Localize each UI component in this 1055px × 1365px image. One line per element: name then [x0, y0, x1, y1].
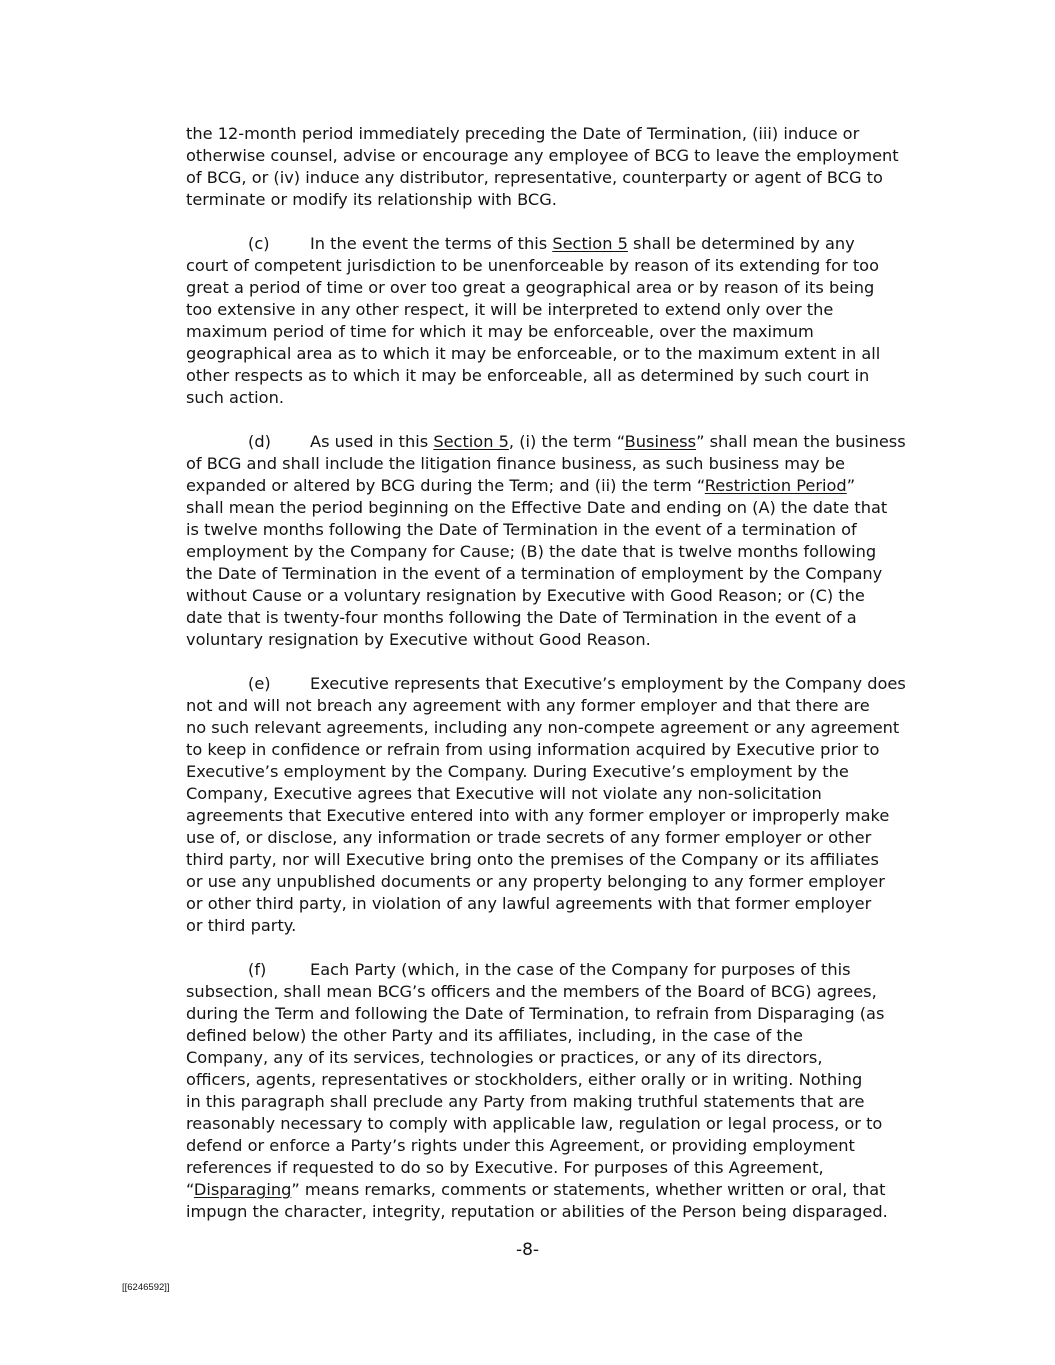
text-run: without Cause or a voluntary resignation by Executive with Good Reason; or (C) the	[186, 586, 865, 605]
text-run: other respects as to which it may be enforceable, all as determined by such court in	[186, 366, 870, 385]
clause-label: (c)	[248, 234, 270, 253]
text-run: terminate or modify its relationship with BCG.	[186, 190, 557, 209]
text-line	[186, 783, 931, 805]
text-run: maximum period of time for which it may be enforceable, over the maximum	[186, 322, 814, 341]
text-run: or use any unpublished documents or any property belonging to any former employer	[186, 872, 885, 891]
text-line	[186, 981, 931, 1003]
defined-term: Section 5	[552, 234, 628, 253]
text-line	[186, 167, 931, 189]
text-run: third party, nor will Executive bring onto the premises of the Company or its affiliates	[186, 850, 879, 869]
text-run: subsection, shall mean BCG’s officers and the members of the Board of BCG) agrees,	[186, 982, 877, 1001]
text-run: , (i) the term “	[508, 432, 625, 451]
text-run: references if requested to do so by Executive. For purposes of this Agreement,	[186, 1158, 824, 1177]
text-run: such action.	[186, 388, 284, 407]
text-line	[186, 871, 931, 893]
text-run: is twelve months following the Date of Termination in the event of a termination of	[186, 520, 857, 539]
text-line	[186, 321, 931, 343]
text-line	[186, 849, 931, 871]
text-run: In the event the terms of this	[310, 234, 553, 253]
text-run: to keep in confidence or refrain from using information acquired by Executive prior to	[186, 740, 880, 759]
text-run: Company, any of its services, technologies or practices, or any of its directors,	[186, 1048, 823, 1067]
document-id: [[6246592]]	[122, 1282, 170, 1293]
text-run: otherwise counsel, advise or encourage any employee of BCG to leave the employment	[186, 146, 899, 165]
text-line	[186, 1157, 931, 1179]
text-run: shall be determined by any	[627, 234, 855, 253]
text-line	[186, 1179, 931, 1201]
text-run: impugn the character, integrity, reputation or abilities of the Person being disparaged.	[186, 1202, 888, 1221]
text-line	[186, 695, 931, 717]
text-run: Each Party (which, in the case of the Company for purposes of this	[310, 960, 851, 979]
text-run: Executive represents that Executive’s employment by the Company does	[310, 674, 906, 693]
page-number: -8-	[515, 1240, 540, 1260]
text-run: too extensive in any other respect, it will be interpreted to extend only over the	[186, 300, 834, 319]
text-run: As used in this	[310, 432, 434, 451]
text-line	[186, 717, 931, 739]
text-run: the 12-month period immediately preceding the Date of Termination, (iii) induce or	[186, 124, 860, 143]
text-run: officers, agents, representatives or stockholders, either orally or in writing. Nothing	[186, 1070, 863, 1089]
text-line	[186, 607, 931, 629]
text-line	[186, 1003, 931, 1025]
text-run: shall mean the period beginning on the Effective Date and ending on (A) the date that	[186, 498, 888, 517]
text-line	[186, 123, 931, 145]
text-line	[186, 145, 931, 167]
text-run: the Date of Termination in the event of a termination of employment by the Company	[186, 564, 883, 583]
text-run: date that is twenty-four months following the Date of Termination in the event of a	[186, 608, 857, 627]
text-run: “	[186, 1180, 194, 1199]
text-line	[186, 365, 931, 387]
text-run: or other third party, in violation of any lawful agreements with that former employer	[186, 894, 872, 913]
text-line	[186, 893, 931, 915]
text-run: reasonably necessary to comply with applicable law, regulation or legal process, or to	[186, 1114, 883, 1133]
text-line	[186, 431, 931, 453]
clause-d	[186, 431, 931, 651]
clause-c	[186, 233, 931, 409]
clause-e	[186, 673, 931, 937]
text-run: defined below) the other Party and its affiliates, including, in the case of the	[186, 1026, 803, 1045]
defined-term: Section 5	[433, 432, 509, 451]
text-line	[186, 519, 931, 541]
text-line	[186, 497, 931, 519]
continued-paragraph	[186, 123, 931, 211]
defined-term: Business	[624, 432, 697, 451]
defined-term: Restriction Period	[704, 476, 847, 495]
text-run: or third party.	[186, 916, 297, 935]
text-line	[186, 959, 931, 981]
text-run: ”	[846, 476, 856, 495]
text-line	[186, 387, 931, 409]
text-line	[186, 1047, 931, 1069]
text-run: geographical area as to which it may be enforceable, or to the maximum extent in all	[186, 344, 881, 363]
text-run: Executive’s employment by the Company. During Executive’s employment by the	[186, 762, 849, 781]
text-run: defend or enforce a Party’s rights under this Agreement, or providing employment	[186, 1136, 855, 1155]
clause-f	[186, 959, 931, 1223]
document-body	[186, 123, 931, 1223]
text-run: ” means remarks, comments or statements, whether written or oral, that	[291, 1180, 886, 1199]
text-line	[186, 827, 931, 849]
text-line	[186, 299, 931, 321]
text-line	[186, 1201, 931, 1223]
text-run: during the Term and following the Date of Termination, to refrain from Disparaging (as	[186, 1004, 885, 1023]
text-line	[186, 1091, 931, 1113]
text-line	[186, 915, 931, 937]
clause-label: (d)	[248, 432, 271, 451]
text-line	[186, 541, 931, 563]
text-run: no such relevant agreements, including any non-compete agreement or any agreement	[186, 718, 900, 737]
text-run: great a period of time or over too great a geographical area or by reason of its being	[186, 278, 875, 297]
text-run: employment by the Company for Cause; (B) the date that is twelve months following	[186, 542, 877, 561]
text-line	[186, 277, 931, 299]
text-line	[186, 805, 931, 827]
text-line	[186, 453, 931, 475]
text-run: agreements that Executive entered into with any former employer or improperly make	[186, 806, 890, 825]
text-line	[186, 233, 931, 255]
text-line	[186, 761, 931, 783]
text-line	[186, 475, 931, 497]
text-run: expanded or altered by BCG during the Term; and (ii) the term “	[186, 476, 705, 495]
text-run: ” shall mean the business	[696, 432, 906, 451]
text-run: Company, Executive agrees that Executive will not violate any non-solicitation	[186, 784, 822, 803]
text-line	[186, 343, 931, 365]
text-run: voluntary resignation by Executive without Good Reason.	[186, 630, 651, 649]
text-line	[186, 1113, 931, 1135]
text-line	[186, 629, 931, 651]
text-run: of BCG, or (iv) induce any distributor, representative, counterparty or agent of BCG to	[186, 168, 883, 187]
clause-label: (e)	[248, 674, 271, 693]
text-line	[186, 1135, 931, 1157]
text-line	[186, 585, 931, 607]
defined-term: Disparaging	[193, 1180, 292, 1199]
text-line	[186, 1069, 931, 1091]
text-line	[186, 1025, 931, 1047]
text-line	[186, 563, 931, 585]
text-run: of BCG and shall include the litigation finance business, as such business may be	[186, 454, 845, 473]
text-line	[186, 673, 931, 695]
text-line	[186, 739, 931, 761]
clause-label: (f)	[248, 960, 267, 979]
text-run: court of competent jurisdiction to be unenforceable by reason of its extending for too	[186, 256, 879, 275]
text-run: not and will not breach any agreement with any former employer and that there are	[186, 696, 870, 715]
text-run: use of, or disclose, any information or trade secrets of any former employer or other	[186, 828, 872, 847]
text-line	[186, 189, 931, 211]
text-line	[186, 255, 931, 277]
text-run: in this paragraph shall preclude any Party from making truthful statements that are	[186, 1092, 865, 1111]
